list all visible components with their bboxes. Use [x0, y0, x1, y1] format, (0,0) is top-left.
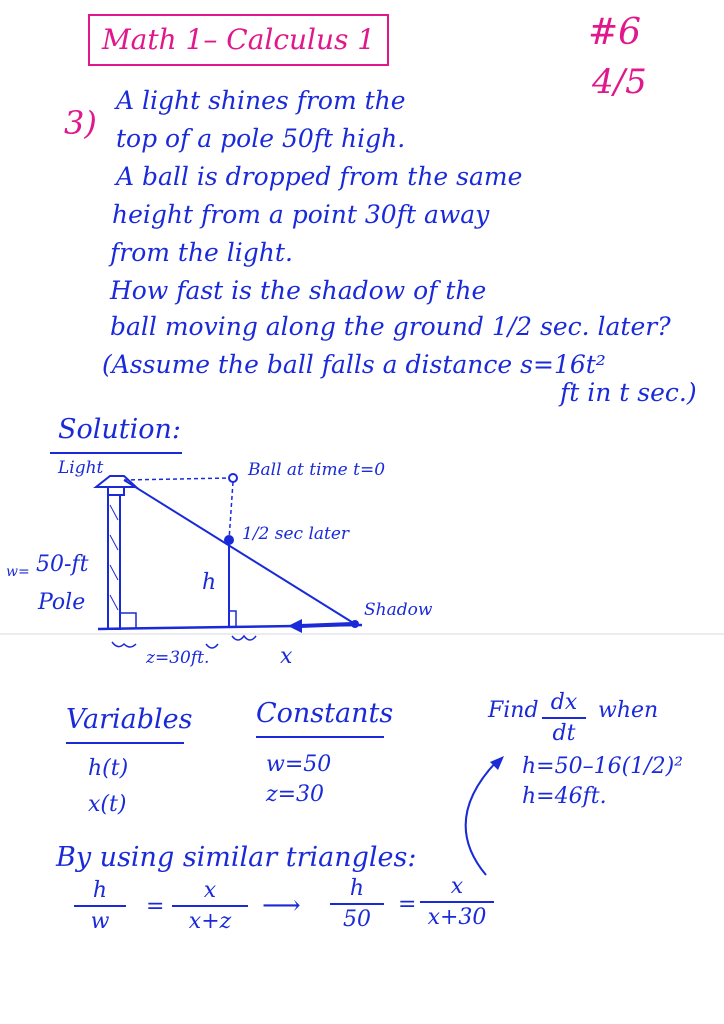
- assignment-date: 4/5: [592, 62, 647, 102]
- pole-hatch: [110, 565, 118, 580]
- dx-dt-fraction: [542, 690, 586, 746]
- equals-sign: =: [146, 894, 165, 919]
- shadow-label: Shadow: [364, 600, 433, 620]
- variable-item: h(t): [88, 756, 129, 781]
- brace-mark: [112, 642, 136, 647]
- problem-number: 3): [64, 104, 97, 142]
- right-angle-mark: [229, 611, 236, 626]
- fraction-denominator: x+z: [188, 909, 232, 934]
- ratio-x-over-x-plus-z: [172, 878, 248, 934]
- height-step: h=50–16(1/2)²: [522, 754, 683, 779]
- ball-later-marker: [224, 535, 234, 545]
- ratio-x-over-x-plus-30: [420, 874, 494, 930]
- variable-item: x(t): [88, 792, 127, 817]
- fraction-denominator: x+30: [427, 905, 487, 930]
- pole-label: Pole: [38, 590, 86, 615]
- find-label: Find: [488, 698, 539, 723]
- variables-underline: [66, 742, 184, 744]
- fraction-denominator: w: [90, 909, 110, 934]
- fraction-numerator: h: [92, 878, 108, 903]
- equals-sign: =: [398, 892, 417, 917]
- pole: [108, 495, 120, 629]
- ball-fall-path: [229, 482, 233, 540]
- constants-heading: Constants: [256, 698, 394, 729]
- when-label: when: [598, 698, 659, 723]
- problem-line: A light shines from the: [116, 86, 406, 115]
- w-label: w=: [6, 564, 30, 580]
- pole-hatch: [110, 595, 118, 610]
- fraction-numerator: dx: [550, 690, 578, 715]
- light-ray: [124, 480, 355, 624]
- pole-hatch: [110, 505, 118, 520]
- problem-line: (Assume the ball falls a distance s=16t²: [102, 350, 606, 379]
- problem-line: How fast is the shadow of the: [110, 276, 487, 305]
- fraction-numerator: x: [450, 874, 464, 899]
- problem-line: A ball is dropped from the same: [116, 162, 523, 191]
- implies-arrow-icon: ⟶: [262, 890, 301, 921]
- ratio-h-over-w: [74, 878, 126, 934]
- problem-line: from the light.: [110, 238, 293, 267]
- problem-line: top of a pole 50ft high.: [116, 124, 406, 153]
- constant-item: w=50: [266, 752, 332, 777]
- fraction-bar: [172, 905, 248, 907]
- fraction-numerator: h: [349, 876, 365, 901]
- height-step: h=46ft.: [522, 784, 607, 809]
- light-label: Light: [58, 458, 104, 478]
- pole-height-label: 50-ft: [36, 552, 89, 577]
- assignment-number: #6: [588, 12, 642, 53]
- dashed-top-line: [124, 478, 230, 480]
- fraction-bar: [542, 717, 586, 719]
- fraction-bar: [420, 901, 494, 903]
- height-label: h: [202, 570, 217, 595]
- fraction-bar: [330, 903, 384, 905]
- x-distance-label: x: [280, 644, 293, 669]
- similar-triangles-intro: By using similar triangles:: [56, 842, 417, 873]
- page-title: Math 1– Calculus 1: [88, 14, 389, 66]
- fraction-denominator: 50: [343, 907, 371, 932]
- right-angle-mark: [120, 613, 136, 628]
- ball-later-label: 1/2 sec later: [242, 524, 350, 544]
- lamp-base: [108, 487, 124, 495]
- constants-underline: [256, 736, 384, 738]
- ball-start-marker: [229, 474, 237, 482]
- ratio-h-over-50: [330, 876, 384, 932]
- arrowhead-icon: [288, 619, 302, 633]
- problem-line: ball moving along the ground 1/2 sec. later?: [110, 312, 671, 341]
- z-distance-label: z=30ft.: [146, 648, 210, 668]
- fraction-denominator: dt: [552, 721, 576, 746]
- brace-mark: [232, 636, 256, 640]
- ball-start-label: Ball at time t=0: [248, 460, 386, 480]
- velocity-arrow: [300, 624, 352, 626]
- fraction-numerator: x: [203, 878, 217, 903]
- solution-heading: Solution:: [58, 414, 182, 445]
- curved-arrow: [466, 760, 498, 875]
- problem-line: height from a point 30ft away: [112, 200, 490, 229]
- constant-item: z=30: [266, 782, 325, 807]
- fraction-bar: [74, 905, 126, 907]
- variables-heading: Variables: [66, 704, 193, 735]
- problem-line: ft in t sec.): [560, 378, 697, 407]
- pole-hatch: [110, 535, 118, 550]
- shadow-marker: [351, 620, 359, 628]
